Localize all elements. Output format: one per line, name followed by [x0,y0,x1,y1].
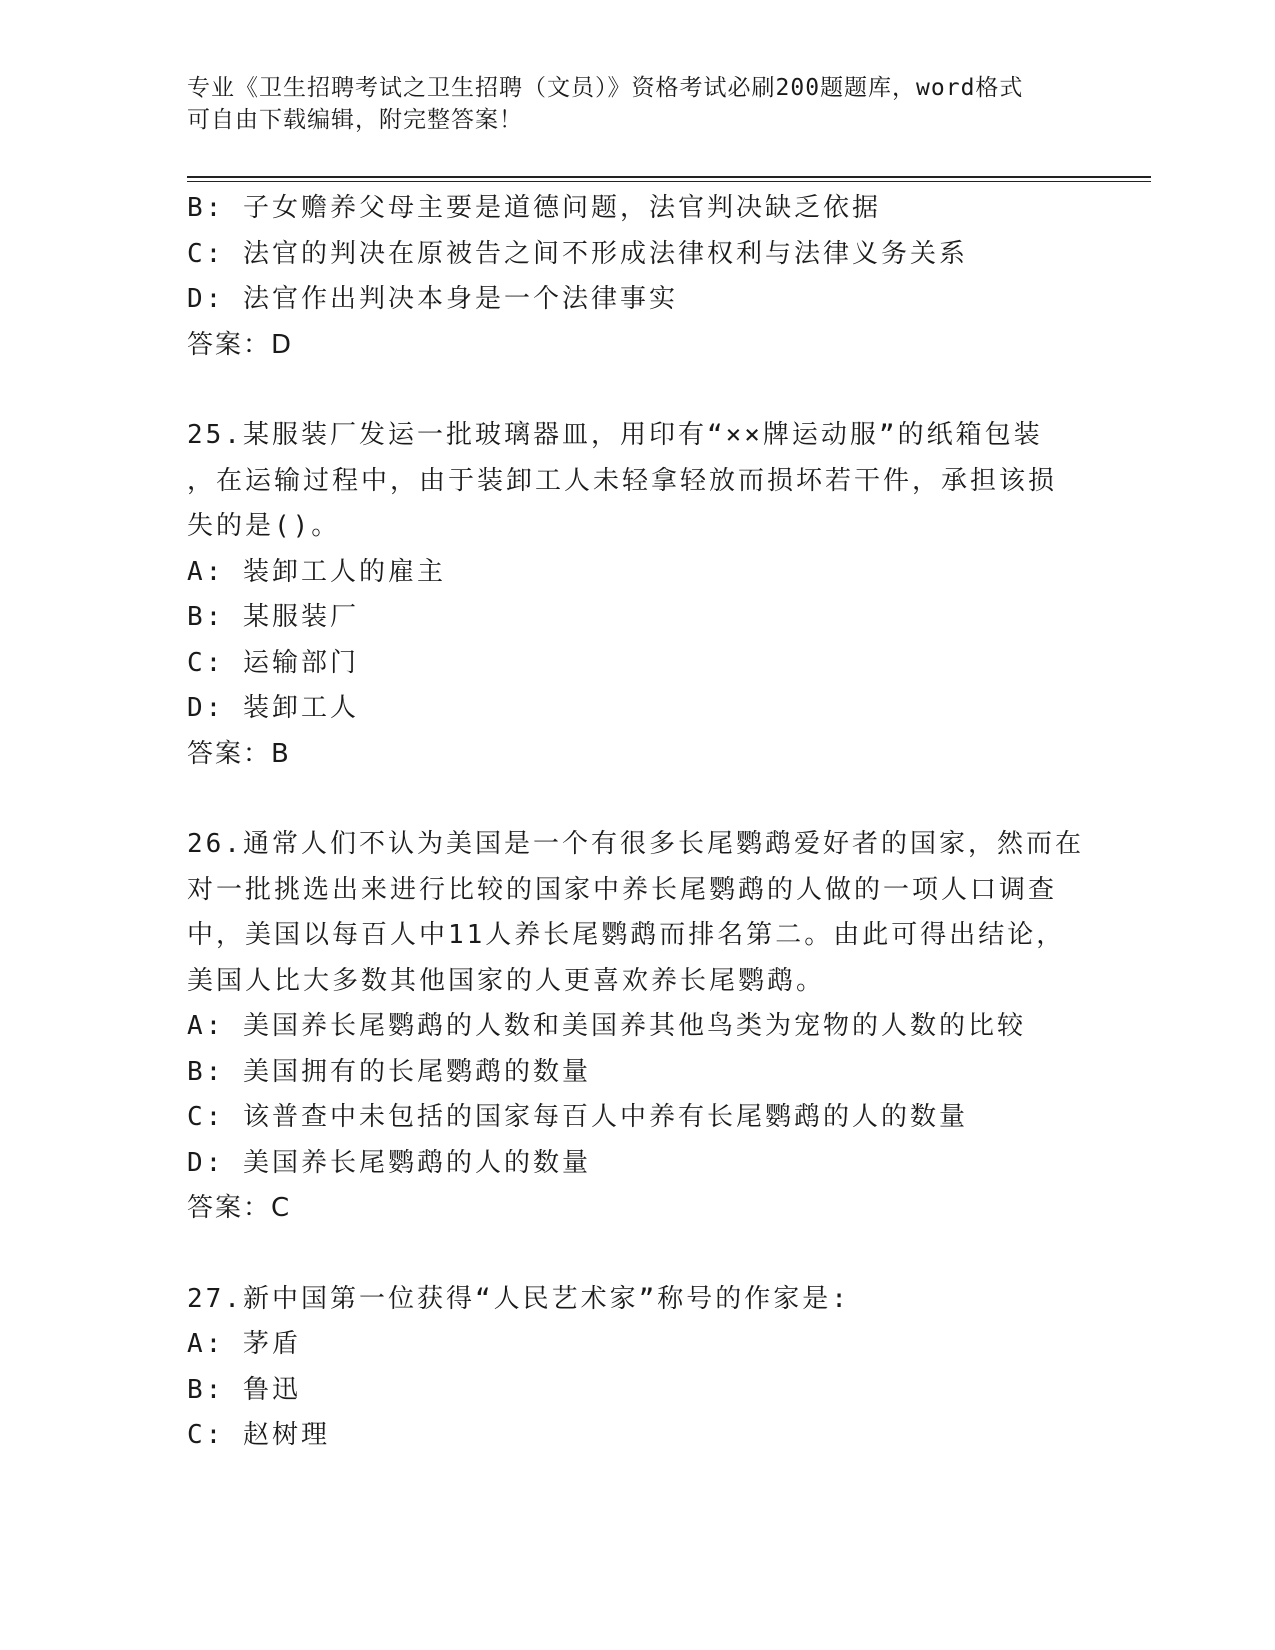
question-stem-line: 25.某服装厂发运一批玻璃器皿，用印有“××牌运动服”的纸箱包装 [187,420,1043,450]
option-a: A: 美国养长尾鹦鹉的人数和美国养其他鸟类为宠物的人数的比较 [187,1011,1026,1041]
question-gap [187,1232,1087,1277]
question-25 [187,413,1087,777]
question-24 [187,186,1087,368]
option-d: D: 装卸工人 [187,693,359,723]
document-body [187,186,1087,1459]
header-line-1: 专业《卫生招聘考试之卫生招聘（文员）》资格考试必刷200题题库，word格式 [187,75,1024,101]
option-a: A: 装卸工人的雇主 [187,556,446,587]
question-gap [187,777,1087,822]
question-stem-line: 中，美国以每百人中11人养长尾鹦鹉而排名第二。由此可得出结论， [187,920,1066,950]
option-c: C: 赵树理 [187,1420,330,1450]
question-stem-line: 美国人比大多数其他国家的人更喜欢养长尾鹦鹉。 [187,965,826,996]
question-27 [187,1277,1087,1459]
answer-line: 答案：B [187,738,291,769]
question-stem-line: 对一批挑选出来进行比较的国家中养长尾鹦鹉的人做的一项人口调查 [187,874,1058,905]
option-b: B: 某服装厂 [187,602,359,632]
option-b: B: 子女赡养父母主要是道德问题，法官判决缺乏依据 [187,193,881,223]
question-stem-line: 27.新中国第一位获得“人民艺术家”称号的作家是: [187,1283,850,1314]
question-stem-line: 26.通常人们不认为美国是一个有很多长尾鹦鹉爱好者的国家，然而在 [187,829,1084,859]
option-b: B: 鲁迅 [187,1374,301,1405]
option-b: B: 美国拥有的长尾鹦鹉的数量 [187,1056,591,1087]
header-rule-thick [187,176,1151,178]
document-header [187,72,1087,136]
option-c: C: 运输部门 [187,647,359,678]
header-line-2: 可自由下载编辑，附完整答案！ [187,107,523,133]
header-rule-thin [187,181,1151,182]
option-a: A: 茅盾 [187,1329,301,1359]
option-d: D: 法官作出判决本身是一个法律事实 [187,284,678,314]
answer-line: 答案：D [187,329,294,360]
question-stem-line: 失的是()。 [187,511,341,541]
answer-line: 答案：C [187,1193,292,1223]
option-c: C: 该普查中未包括的国家每百人中养有长尾鹦鹉的人的数量 [187,1102,968,1132]
question-stem-line: ，在运输过程中，由于装卸工人未轻拿轻放而损坏若干件，承担该损 [187,465,1058,496]
option-d: D: 美国养长尾鹦鹉的人的数量 [187,1147,591,1178]
question-gap [187,368,1087,413]
question-26 [187,822,1087,1232]
option-c: C: 法官的判决在原被告之间不形成法律权利与法律义务关系 [187,238,968,269]
